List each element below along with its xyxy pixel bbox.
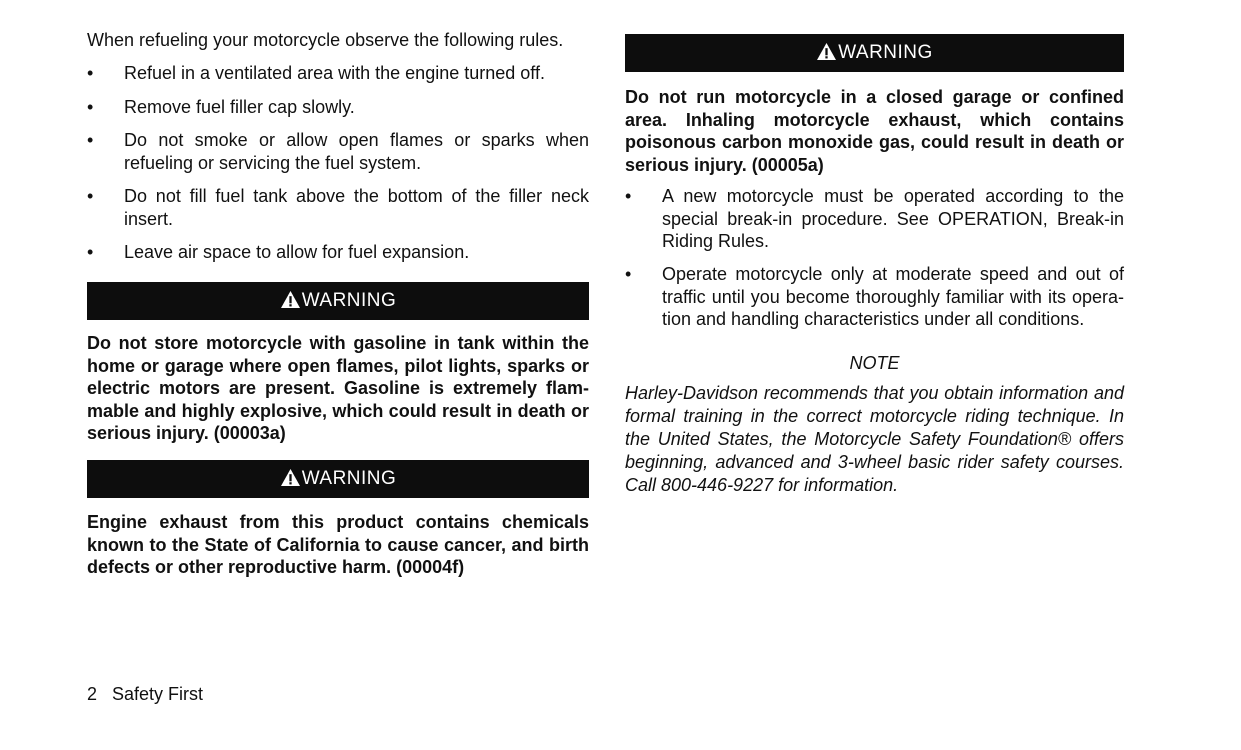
warning-text: Do not run motorcycle in a closed garage or confined area. Inhaling motorcycle exhaust, which contains poisonous carbon monoxide gas, could result in death or serious injury. (00005a) [625, 87, 1124, 175]
bullet-icon: • [87, 242, 94, 262]
warning-label: WARNING [838, 42, 933, 63]
bullet-icon: • [87, 63, 94, 83]
bullet-icon: • [625, 186, 632, 206]
bullet-icon: • [625, 264, 632, 284]
warning-banner [87, 282, 589, 320]
list-item [625, 263, 1124, 331]
warning-banner [625, 34, 1124, 72]
warning-text: Engine exhaust from this product contains chemicals known to the State of California to cause cancer, and birth defects or other reproductive harm. (00004f) [87, 512, 589, 577]
bullet-icon: • [87, 186, 94, 206]
warning-text: Do not store motorcycle with gasoline in tank within the home or garage where open flames, pilot lights, sparks or electric motors are present. Gasoline is extremely flam-mable and highly explosive, which could result in death or serious injury. (00003a) [87, 333, 589, 443]
section-title: Safety First [112, 684, 204, 704]
note-heading: NOTE [849, 353, 900, 373]
list-item-text: Operate motorcycle only at moderate speed and out of traffic until you become thoroughly familiar with its opera-tion and handling characteristics under all conditions. [662, 264, 1124, 329]
list-item-text: Do not fill fuel tank above the bottom of the filler neck insert. [124, 186, 589, 229]
list-item-text: Do not smoke or allow open flames or sparks when refueling or servicing the fuel system. [124, 130, 589, 173]
warning-triangle-icon [280, 290, 301, 309]
warning-label: WARNING [301, 468, 397, 489]
list-item-text: Leave air space to allow for fuel expansion. [124, 242, 470, 262]
list-item [87, 185, 589, 230]
bullet-icon: • [87, 97, 94, 117]
note-text: Harley-Davidson recommends that you obtain information and formal training in the correct motorcycle riding technique. In the United States, the Motorcycle Safety Foundation® offers beginning, advanced and 3-wheel basic rider safety courses. Call 800-446-9227 for information. [625, 383, 1124, 495]
warning-triangle-icon [816, 42, 837, 61]
page-number: 2 [87, 684, 98, 704]
page-footer [87, 684, 203, 705]
list-item-text: A new motorcycle must be operated according to the special break-in procedure. See OPERATION, Break-in Riding Rules. [662, 186, 1124, 251]
warning-triangle-icon [280, 468, 301, 487]
list-item [87, 96, 589, 119]
warning-label: WARNING [301, 290, 397, 311]
list-item-text: Remove fuel filler cap slowly. [124, 97, 355, 117]
list-item [625, 185, 1124, 253]
bullet-icon: • [87, 130, 94, 150]
list-item [87, 129, 589, 174]
list-item-text: Refuel in a ventilated area with the engine turned off. [124, 63, 545, 83]
warning-banner [87, 460, 589, 498]
refueling-intro: When refueling your motorcycle observe the following rules. [87, 30, 564, 50]
list-item [87, 241, 589, 264]
list-item [87, 62, 589, 85]
